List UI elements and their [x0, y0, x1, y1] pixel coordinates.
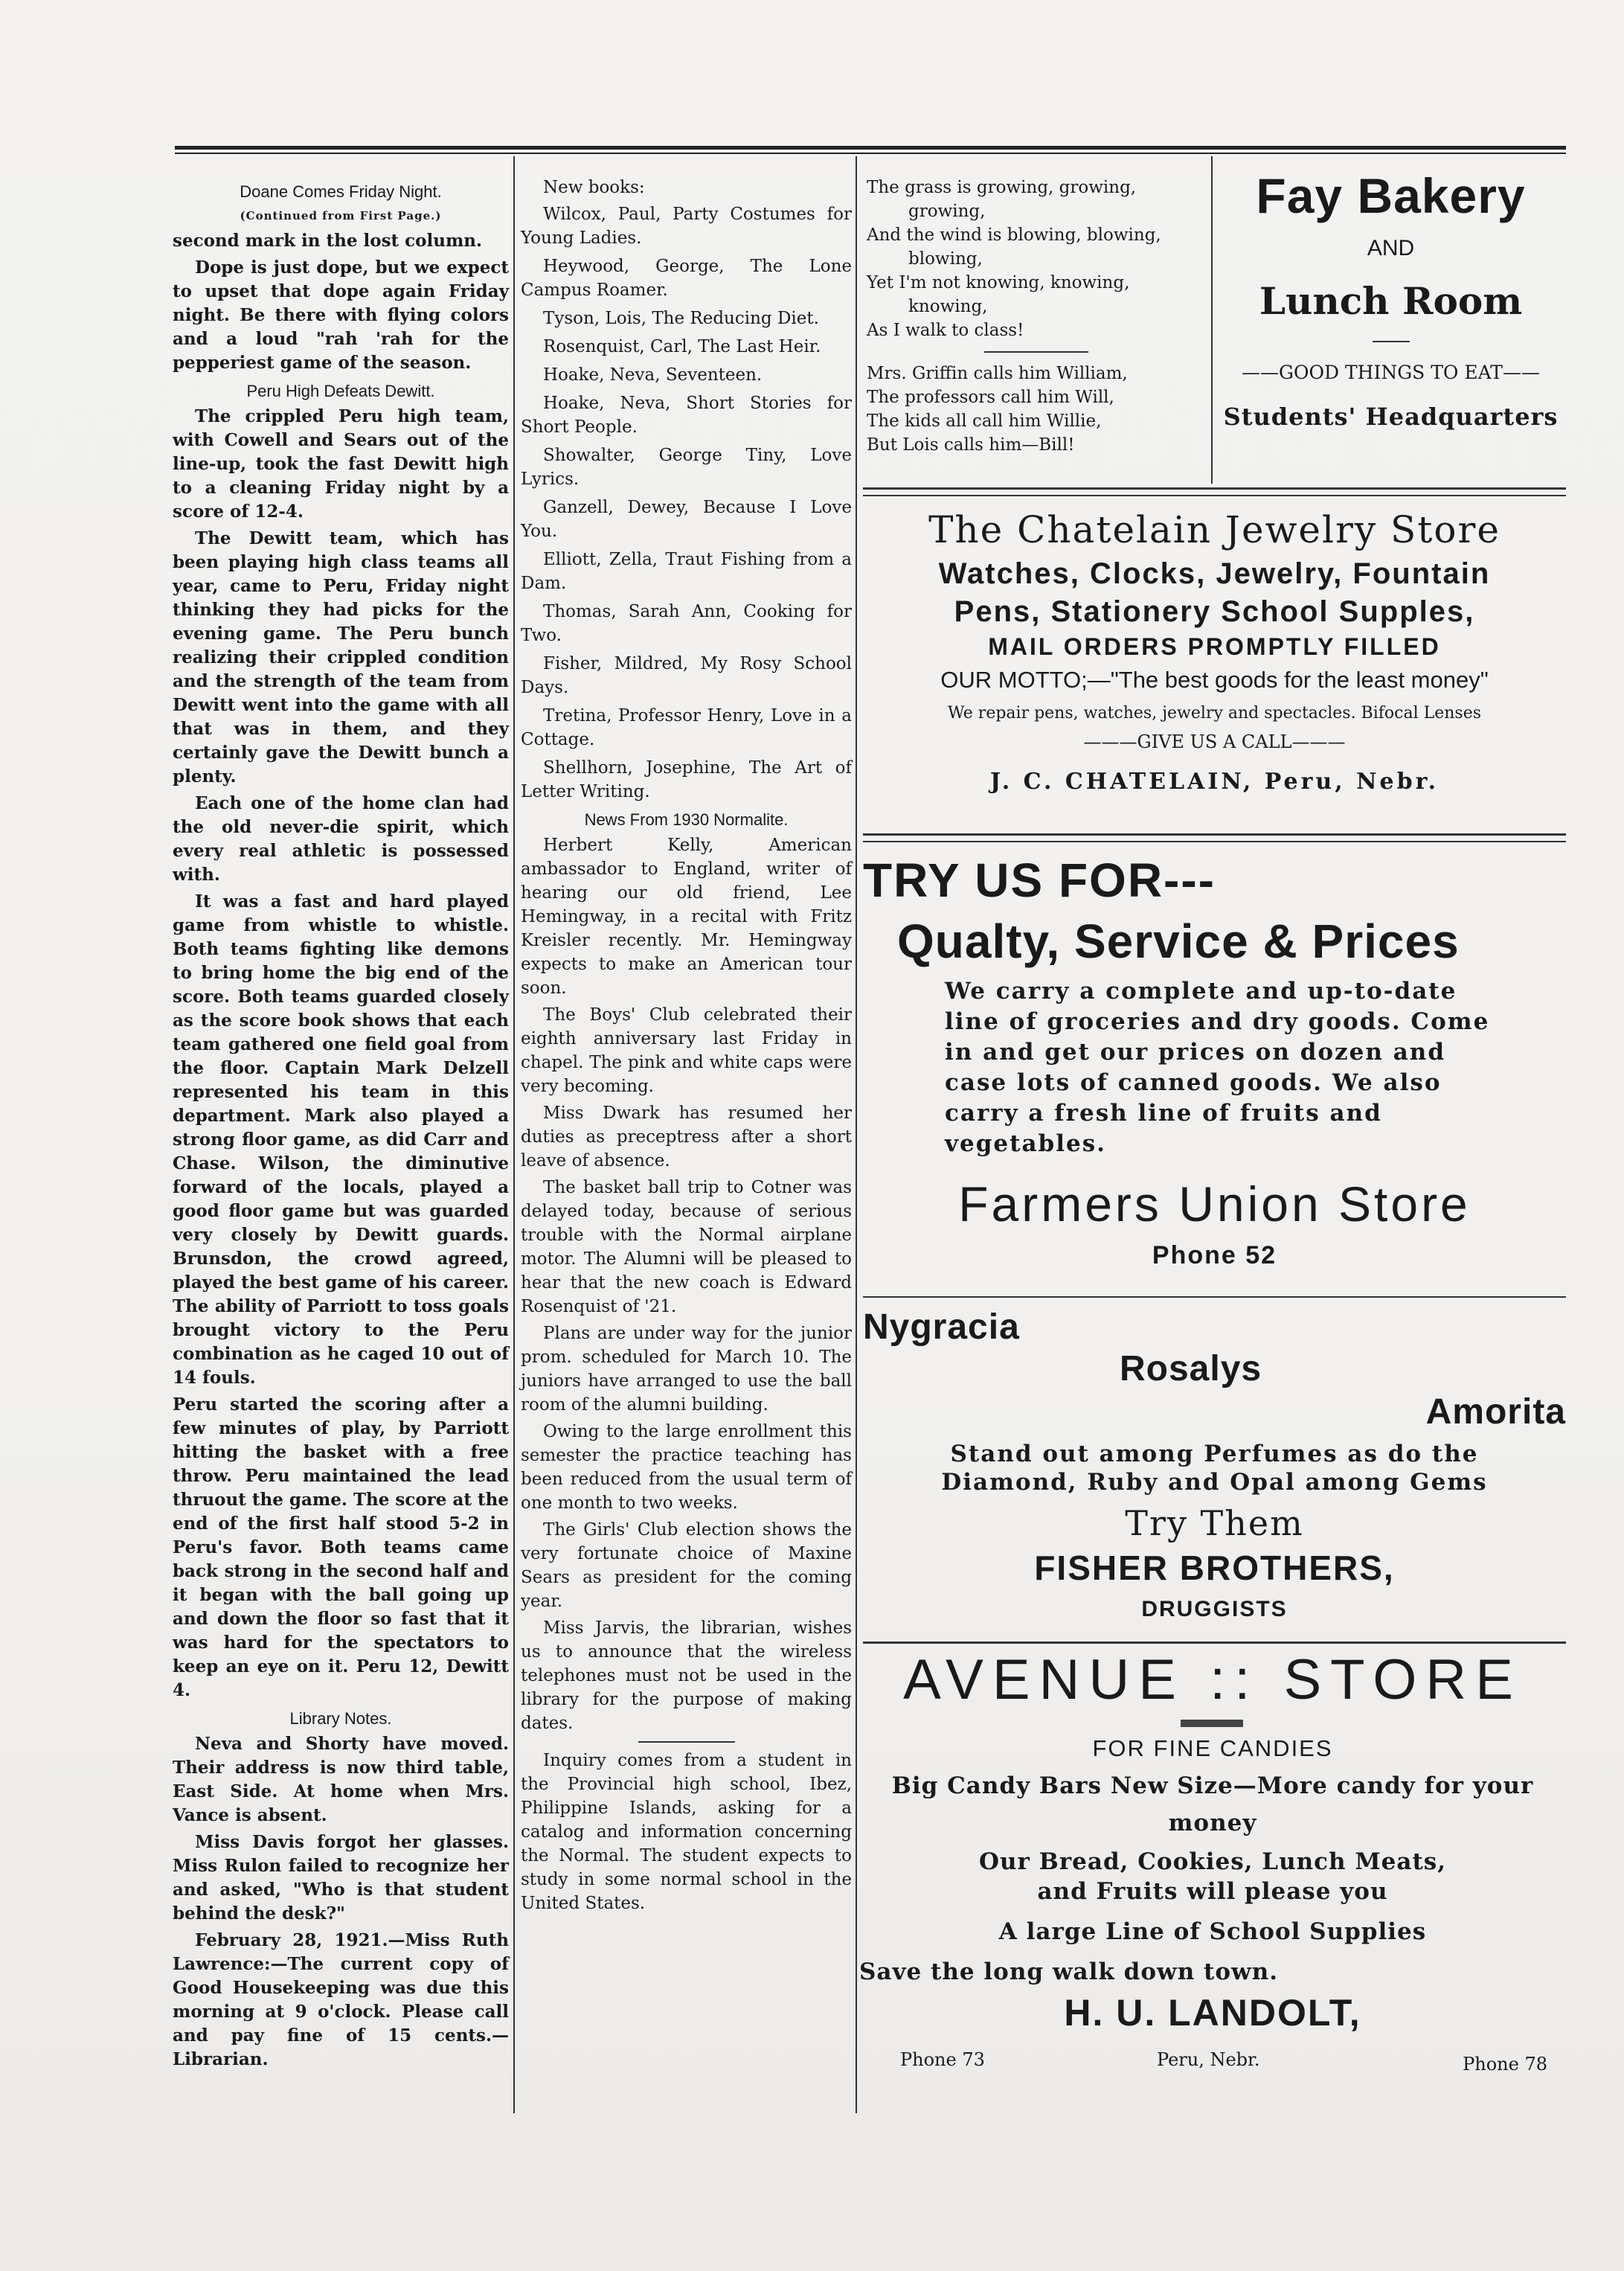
poem-line: But Lois calls him—Bill! [867, 435, 1075, 455]
news-paragraph: Owing to the large enrollment this semester the practice teaching has been reduced from the usual term of one month to two weeks. [521, 1422, 852, 1513]
ad-rule [863, 841, 1566, 842]
ad-rule [863, 495, 1566, 496]
chatelain-ad [863, 502, 1566, 830]
avenue-walk: Save the long walk down town. [859, 1958, 1279, 1985]
fisher-drug: DRUGGISTS [1141, 1597, 1288, 1621]
column-1 [173, 176, 509, 2075]
avenue-phone-left: Phone 73 [900, 2049, 985, 2070]
column-2 [521, 176, 852, 1918]
fay-title: Fay Bakery [1256, 168, 1526, 223]
fay-good: ——GOOD THINGS TO EAT—— [1242, 362, 1540, 383]
farmers-union-ad [863, 848, 1566, 1295]
article-paragraph: It was a fast and hard played game from whistle to whistle. Both teams fighting like demons to bring home the big end of the score. Both teams guarded closely as the score book shows that each team gathered one field goal from the floor. Captain Mark Delzell represented his team in this department. Mark also played a strong floor game, as did Carr and Chase. Wilson, the diminutive forward of the locals, played a good floor game but was guarded very closely by Dewitt guards. Brunsdon, the crowd agreed, played the best game of his career. The ability of Parriott to toss goals brought victory to the Peru combination as he caged 10 out of 14 fouls. [173, 891, 509, 1388]
book-entry: Wilcox, Paul, Party Costumes for Young Ladies. [521, 205, 852, 248]
poem-line: blowing, [908, 249, 983, 269]
poem-line: As I walk to class! [867, 321, 1024, 340]
chatelain-repair: We repair pens, watches, jewelry and spectacles. Bifocal Lenses [947, 704, 1482, 723]
ad-rule [863, 833, 1566, 836]
headline-peru-high: Peru High Defeats Dewitt. [246, 382, 435, 400]
fisher-nygracia: Nygracia [863, 1307, 1020, 1347]
fay-good-text: GOOD THINGS TO EAT [1279, 362, 1503, 383]
separator-rule [984, 351, 1088, 353]
farmers-line: in and get our prices on dozen and [945, 1039, 1445, 1066]
fisher-name: FISHER BROTHERS, [1034, 1548, 1395, 1587]
avenue-money: money [1168, 1810, 1257, 1836]
poem-line: And the wind is blowing, blowing, [867, 225, 1161, 245]
news-paragraph: The basket ball trip to Cotner was delayed today, because of serious trouble with the Normal airplane motor. The Alumni will be pleased to hear that the new coach is Edward Rosenquist of '21. [521, 1178, 852, 1316]
top-rule [175, 146, 1566, 150]
article-paragraph: Neva and Shorty have moved. Their address is now third table, East Side. At home when Mrs. Vance is absent. [173, 1734, 509, 1825]
farmers-line: case lots of canned goods. We also [945, 1069, 1442, 1096]
article-paragraph: second mark in the lost column. [173, 231, 483, 251]
farmers-line: We carry a complete and up-to-date [945, 978, 1457, 1005]
chatelain-sign: J. C. CHATELAIN, Peru, Nebr. [989, 769, 1440, 795]
poem-line: The professors call him Will, [867, 388, 1114, 407]
avenue-bars: Big Candy Bars New Size—More candy for your [891, 1772, 1534, 1799]
fisher-line2: Diamond, Ruby and Opal among Gems [941, 1469, 1488, 1496]
fisher-try: Try Them [1125, 1503, 1304, 1543]
farmers-body [863, 976, 1566, 1159]
column-divider [856, 156, 857, 2113]
book-entry: Showalter, George Tiny, Love Lyrics. [521, 446, 852, 489]
poem-line: growing, [908, 202, 986, 221]
poem-line: Mrs. Griffin calls him William, [867, 364, 1128, 383]
column-divider [1211, 156, 1213, 484]
news-paragraph: Plans are under way for the junior prom. scheduled for March 10. The juniors have arranged to use the ball room of the alumni building. [521, 1324, 852, 1415]
chatelain-title: The Chatelain Jewelry Store [928, 508, 1501, 551]
headline-library-notes: Library Notes. [289, 1709, 392, 1728]
fisher-line1: Stand out among Perfumes as do the [950, 1441, 1479, 1467]
separator-rule [1373, 341, 1410, 342]
farmers-line: line of groceries and dry goods. Come [945, 1008, 1490, 1035]
top-rule-thin [175, 153, 1566, 154]
farmers-line: vegetables. [945, 1130, 1106, 1157]
farmers-quality: Qualty, Service & Prices [897, 915, 1460, 968]
book-entry: Fisher, Mildred, My Rosy School Days. [521, 654, 852, 697]
avenue-bread2: and Fruits will please you [1037, 1878, 1388, 1905]
avenue-title: AVENUE :: STORE [903, 1648, 1522, 1711]
article-paragraph: The Dewitt team, which has been playing high class teams all year, came to Peru, Friday night thinking they had picks for the evening game. The Peru bunch realizing their crippled condition and the strength of the team from Dewitt went into the game with all that was in them, and they certainly gave the Dewitt bunch a plenty. [173, 528, 509, 787]
book-entry: Hoake, Neva, Seventeen. [543, 365, 763, 385]
fisher-amorita: Amorita [1425, 1392, 1566, 1432]
avenue-store-ad [859, 1647, 1566, 2109]
avenue-bread1: Our Bread, Cookies, Lunch Meats, [978, 1848, 1447, 1875]
poem-line: The grass is growing, growing, [867, 178, 1137, 197]
news-paragraph: Miss Dwark has resumed her duties as preceptress after a short leave of absence. [521, 1104, 852, 1170]
farmers-name: Farmers Union Store [958, 1176, 1471, 1231]
chatelain-line1: Watches, Clocks, Jewelry, Fountain [938, 557, 1491, 590]
headline-doane: Doane Comes Friday Night. [240, 182, 442, 201]
news-paragraph: Miss Jarvis, the librarian, wishes us to announce that the wireless telephones must not be used in the library for the purpose of making dates. [521, 1618, 852, 1733]
fay-lunch: Lunch Room [1259, 279, 1523, 323]
avenue-supplies: A large Line of School Supplies [998, 1918, 1427, 1945]
continued-note: (Continued from First Page.) [240, 209, 442, 222]
chatelain-line2: Pens, Stationery School Supples, [954, 595, 1475, 628]
book-entry: Hoake, Neva, Short Stories for Short People. [521, 394, 852, 437]
book-entry: Thomas, Sarah Ann, Cooking for Two. [521, 602, 852, 645]
ad-rule [863, 487, 1566, 490]
avenue-phone-right: Phone 78 [1463, 2054, 1547, 2075]
news-paragraph: Inquiry comes from a student in the Provincial high school, Ibez, Philippine Islands, asking for a catalog and information concerning the Normal. The student expects to study in some normal school in the United States. [521, 1751, 852, 1913]
article-paragraph: Each one of the home clan had the old never-die spirit, which every real athletic is possessed with. [173, 793, 509, 885]
news-paragraph: The Girls' Club election shows the very fortunate choice of Maxine Sears as president for the coming year. [521, 1520, 852, 1611]
book-entry: Tretina, Professor Henry, Love in a Cottage. [521, 706, 852, 749]
poem-line: knowing, [908, 297, 988, 316]
book-entry: Tyson, Lois, The Reducing Diet. [543, 309, 819, 328]
poem-line: The kids all call him Willie, [867, 411, 1102, 431]
avenue-place: Peru, Nebr. [1157, 2049, 1260, 2070]
article-paragraph: February 28, 1921.—Miss Ruth Lawrence:—The current copy of Good Housekeeping was due this morning at 9 o'clock. Please call and pay fine of 15 cents.—Librarian. [173, 1930, 509, 2069]
article-paragraph: Dope is just dope, but we expect to upset that dope again Friday night. Be there with flying colors and a loud "rah 'rah for the pepperiest game of the season. [173, 257, 509, 373]
ad-rule [863, 1296, 1566, 1298]
book-entry: Rosenquist, Carl, The Last Heir. [543, 337, 821, 356]
ad-rule [863, 1641, 1566, 1644]
avenue-label-bar [1181, 1720, 1243, 1727]
avenue-name: H. U. LANDOLT, [1064, 1992, 1361, 2034]
fisher-rosalys: Rosalys [1120, 1349, 1262, 1388]
book-entry: Shellhorn, Josephine, The Art of Letter Writing. [521, 758, 852, 801]
avenue-candies: FOR FINE CANDIES [1092, 1735, 1333, 1761]
poem-line: Yet I'm not knowing, knowing, [867, 273, 1130, 292]
separator-rule [638, 1741, 735, 1743]
article-paragraph: Peru started the scoring after a few minutes of play, by Parriott hitting the basket with a free throw. Peru maintained the lead thruout the game. The score at the end of the first half stood 5-2 in Peru's favor. Both teams came back strong in the second half and it began with the ball going up and down the floor so fast that it was hard for the spectators to keep an eye on it. Peru 12, Dewitt 4. [173, 1394, 509, 1700]
fay-bakery-ad [1214, 160, 1567, 487]
article-paragraph: The crippled Peru high team, with Cowell and Sears out of the line-up, took the fast Dewitt high to a cleaning Friday night by a score of 12-4. [173, 406, 509, 522]
headline-news-1930: News From 1930 Normalite. [584, 810, 789, 829]
column-divider [513, 156, 515, 2113]
chatelain-call: ———GIVE US A CALL——— [1083, 731, 1346, 752]
article-paragraph: Miss Davis forgot her glasses. Miss Rulon failed to recognize her and asked, "Who is that student behind the desk?" [173, 1832, 509, 1924]
chatelain-motto: OUR MOTTO;—"The best goods for the least money" [940, 667, 1489, 693]
farmers-try: TRY US FOR--- [863, 853, 1216, 907]
books-heading: New books: [543, 178, 645, 197]
chatelain-mail: MAIL ORDERS PROMPTLY FILLED [988, 633, 1441, 660]
book-entry: Elliott, Zella, Traut Fishing from a Dam. [521, 550, 852, 593]
fay-students: Students' Headquarters [1223, 403, 1559, 431]
farmers-line: carry a fresh line of fruits and [945, 1100, 1382, 1127]
fay-and: AND [1367, 236, 1415, 260]
fisher-brothers-ad [863, 1302, 1566, 1637]
chatelain-call-text: GIVE US A CALL [1137, 731, 1292, 752]
book-entry: Heywood, George, The Lone Campus Roamer. [521, 257, 852, 300]
poem-block [867, 176, 1205, 457]
news-paragraph: The Boys' Club celebrated their eighth anniversary last Friday in chapel. The pink and white caps were very becoming. [521, 1005, 852, 1096]
news-paragraph: Herbert Kelly, American ambassador to England, writer of hearing our old friend, Lee Hemingway, in a recital with Fritz Kreisler recently. Mr. Hemingway expects to make an American tour soon. [521, 836, 852, 998]
farmers-phone: Phone 52 [1152, 1241, 1277, 1269]
book-entry: Ganzell, Dewey, Because I Love You. [521, 498, 852, 541]
